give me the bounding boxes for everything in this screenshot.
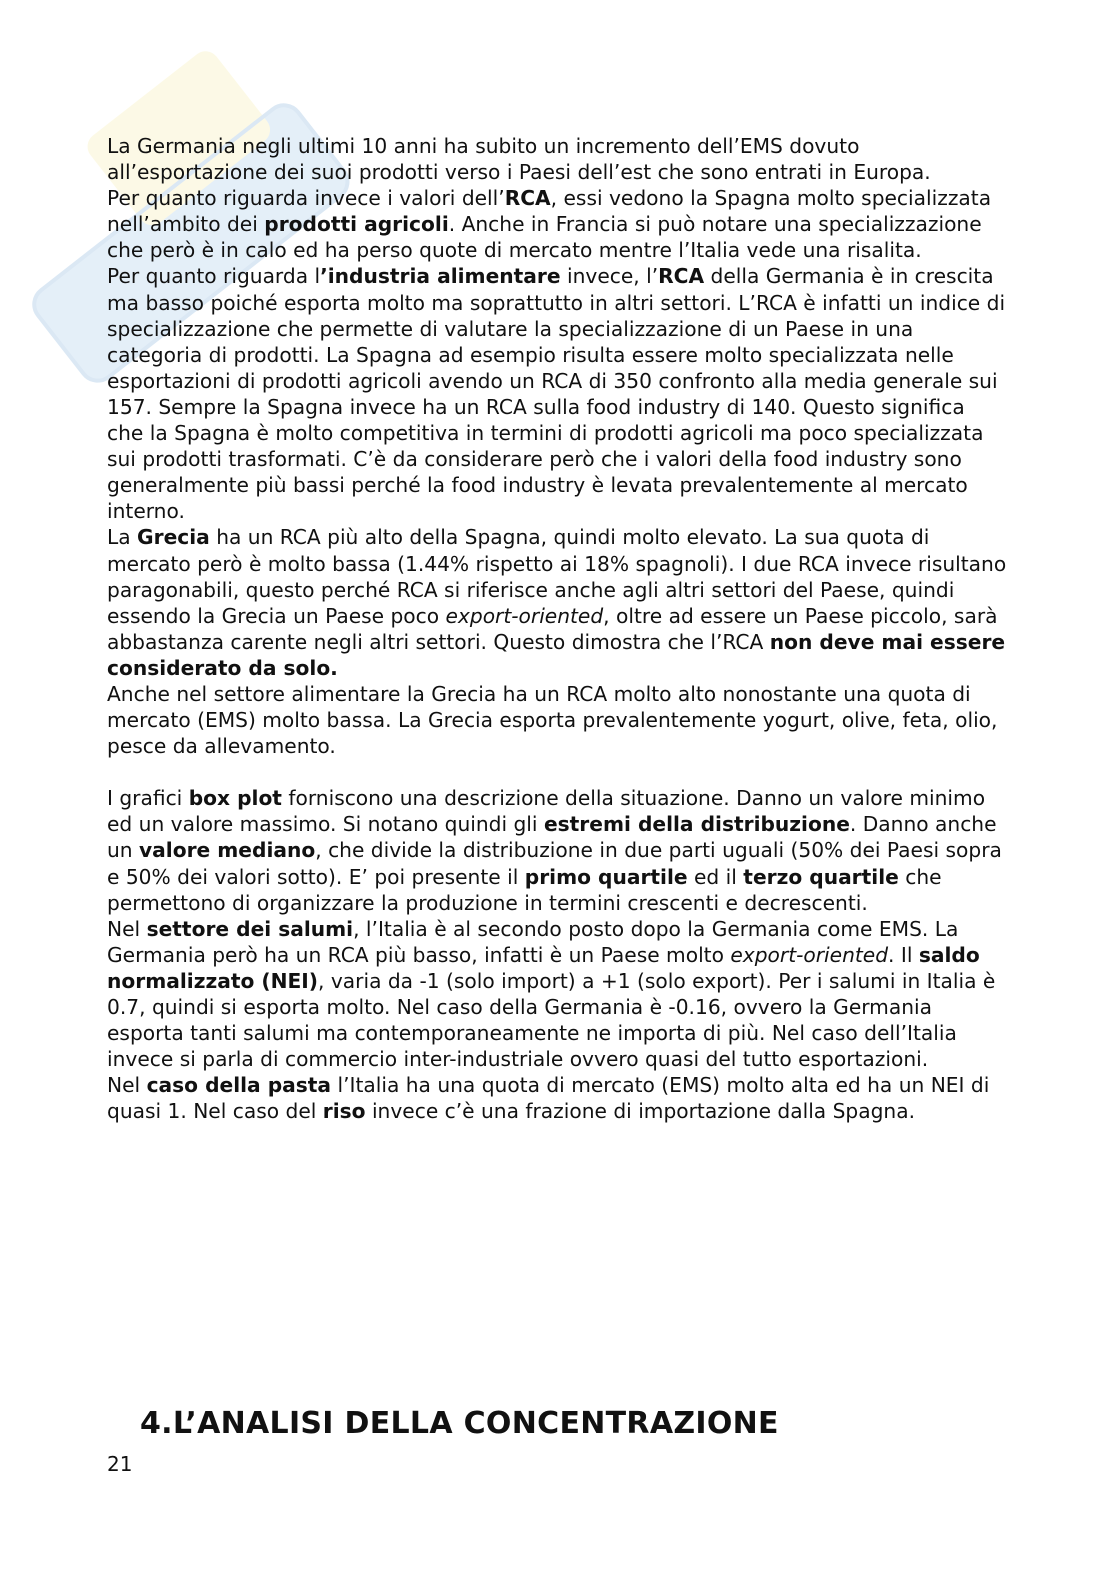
text-run: Nel bbox=[107, 916, 147, 941]
text-run: , che divide la distribuzione in due parti uguali (50% dei Paesi sopra e 50% dei valori sotto). E’ poi presente il bbox=[107, 838, 1002, 889]
bold-text: primo quartile bbox=[524, 864, 688, 889]
paragraph bbox=[107, 263, 1007, 524]
text-run: . Danno anche un bbox=[107, 812, 997, 863]
paragraph bbox=[107, 785, 1007, 915]
text-run: che permettono di organizzare la produzione in termini crescenti e decrescenti. bbox=[107, 864, 942, 915]
page-number: 21 bbox=[107, 1452, 133, 1476]
paragraph bbox=[107, 524, 1007, 681]
bold-text: box plot bbox=[188, 786, 282, 811]
text-run: ha un RCA più alto della Spagna, quindi molto elevato. La sua quota di mercato però è molto bassa (1.44% rispetto ai 18% spagnoli). I due RCA invece risultano paragonabili, questo perché RCA si riferisce anche agli altri settori del Paese, quindi essendo la Grecia un Paese poco bbox=[107, 525, 1007, 628]
text-run: , oltre ad essere un Paese piccolo, sarà abbastanza carente negli altri settori. Questo dimostra che l’RCA bbox=[107, 603, 998, 654]
text-run: invece c’è una frazione di importazione dalla Spagna. bbox=[365, 1099, 915, 1124]
paragraph bbox=[107, 1072, 1007, 1124]
text-block-1 bbox=[107, 133, 1007, 759]
bold-text: valore mediano bbox=[139, 838, 316, 863]
paragraph bbox=[107, 681, 1007, 759]
bold-text: non deve mai essere considerato da solo. bbox=[107, 629, 1006, 680]
paragraph bbox=[107, 916, 1007, 1073]
text-run: forniscono una descrizione della situazione. Danno un valore minimo ed un valore massimo. Si notano quindi gli bbox=[107, 786, 986, 837]
bold-text: estremi della distribuzione bbox=[543, 812, 850, 837]
bold-text: settore dei salumi bbox=[146, 916, 354, 941]
bold-text: Grecia bbox=[137, 525, 210, 550]
text-run: La Germania negli ultimi 10 anni ha subito un incremento dell’EMS dovuto all’esportazione dei suoi prodotti verso i Paesi dell’est che sono entrati in Europa. bbox=[107, 134, 931, 185]
bold-text: RCA bbox=[504, 186, 551, 211]
text-block-2 bbox=[107, 785, 1007, 1124]
bold-text: prodotti agricoli bbox=[264, 212, 449, 237]
text-run: I grafici bbox=[107, 786, 189, 811]
text-run: La bbox=[107, 525, 138, 550]
text-run: Per quanto riguarda l bbox=[107, 264, 321, 289]
text-run: , essi vedono la Spagna molto specializzata nell’ambito dei bbox=[107, 186, 992, 237]
italic-text: export-oriented bbox=[730, 942, 889, 967]
text-run: l’Italia ha una quota di mercato (EMS) molto alta ed ha un NEI di quasi 1. Nel caso del bbox=[107, 1073, 990, 1124]
bold-text: terzo quartile bbox=[743, 864, 899, 889]
bold-text: RCA bbox=[658, 264, 705, 289]
document-body bbox=[107, 133, 1007, 1124]
paragraph-gap bbox=[107, 759, 1007, 785]
text-run: invece, l’ bbox=[560, 264, 659, 289]
bold-text: saldo normalizzato (NEI) bbox=[107, 942, 980, 993]
text-run: . Anche in Francia si può notare una specializzazione che però è in calo ed ha perso quote di mercato mentre l’Italia vede una risalita. bbox=[107, 212, 982, 263]
italic-text: export-oriented bbox=[445, 603, 604, 628]
text-run: ed il bbox=[687, 864, 744, 889]
section-heading: 4.L’ANALISI DELLA CONCENTRAZIONE bbox=[140, 1406, 779, 1441]
bold-text: caso della pasta bbox=[146, 1073, 332, 1098]
text-run: . Il bbox=[888, 942, 919, 967]
text-run: Nel bbox=[107, 1073, 147, 1098]
text-run: della Germania è in crescita ma basso poiché esporta molto ma soprattutto in altri settori. L’RCA è infatti un indice di specializzazione che permette di valutare la specializzazione di un Paese in una categoria di prodotti. La Spagna ad esempio risulta essere molto specializzata nelle esportazioni di prodotti agricoli avendo un RCA di 350 confronto alla media generale sui 157. Sempre la Spagna invece ha un RCA sulla food industry di 140. Questo significa che la Spagna è molto competitiva in termini di prodotti agricoli ma poco specializzata sui prodotti trasformati. C’è da considerare però che i valori della food industry sono generalmente più bassi perché la food industry è levata prevalentemente al mercato interno. bbox=[107, 264, 1006, 524]
paragraph bbox=[107, 133, 1007, 185]
bold-text: riso bbox=[322, 1099, 366, 1124]
text-run: , varia da -1 (solo import) a +1 (solo export). Per i salumi in Italia è 0.7, quindi si esporta molto. Nel caso della Germania è -0.16, ovvero la Germania esporta tanti salumi ma contemporaneamente ne importa di più. Nel caso dell’Italia invece si parla di commercio inter-industriale ovvero quasi del tutto esportazioni. bbox=[107, 968, 996, 1072]
bold-text: ’industria alimentare bbox=[320, 264, 561, 289]
text-run: Anche nel settore alimentare la Grecia ha un RCA molto alto nonostante una quota di mercato (EMS) molto bassa. La Grecia esporta prevalentemente yogurt, olive, feta, olio, pesce da allevamento. bbox=[107, 681, 998, 759]
paragraph bbox=[107, 185, 1007, 263]
text-run: , l’Italia è al secondo posto dopo la Germania come EMS. La Germania però ha un RCA più basso, infatti è un Paese molto bbox=[107, 916, 959, 967]
text-run: Per quanto riguarda invece i valori dell’ bbox=[107, 186, 505, 211]
